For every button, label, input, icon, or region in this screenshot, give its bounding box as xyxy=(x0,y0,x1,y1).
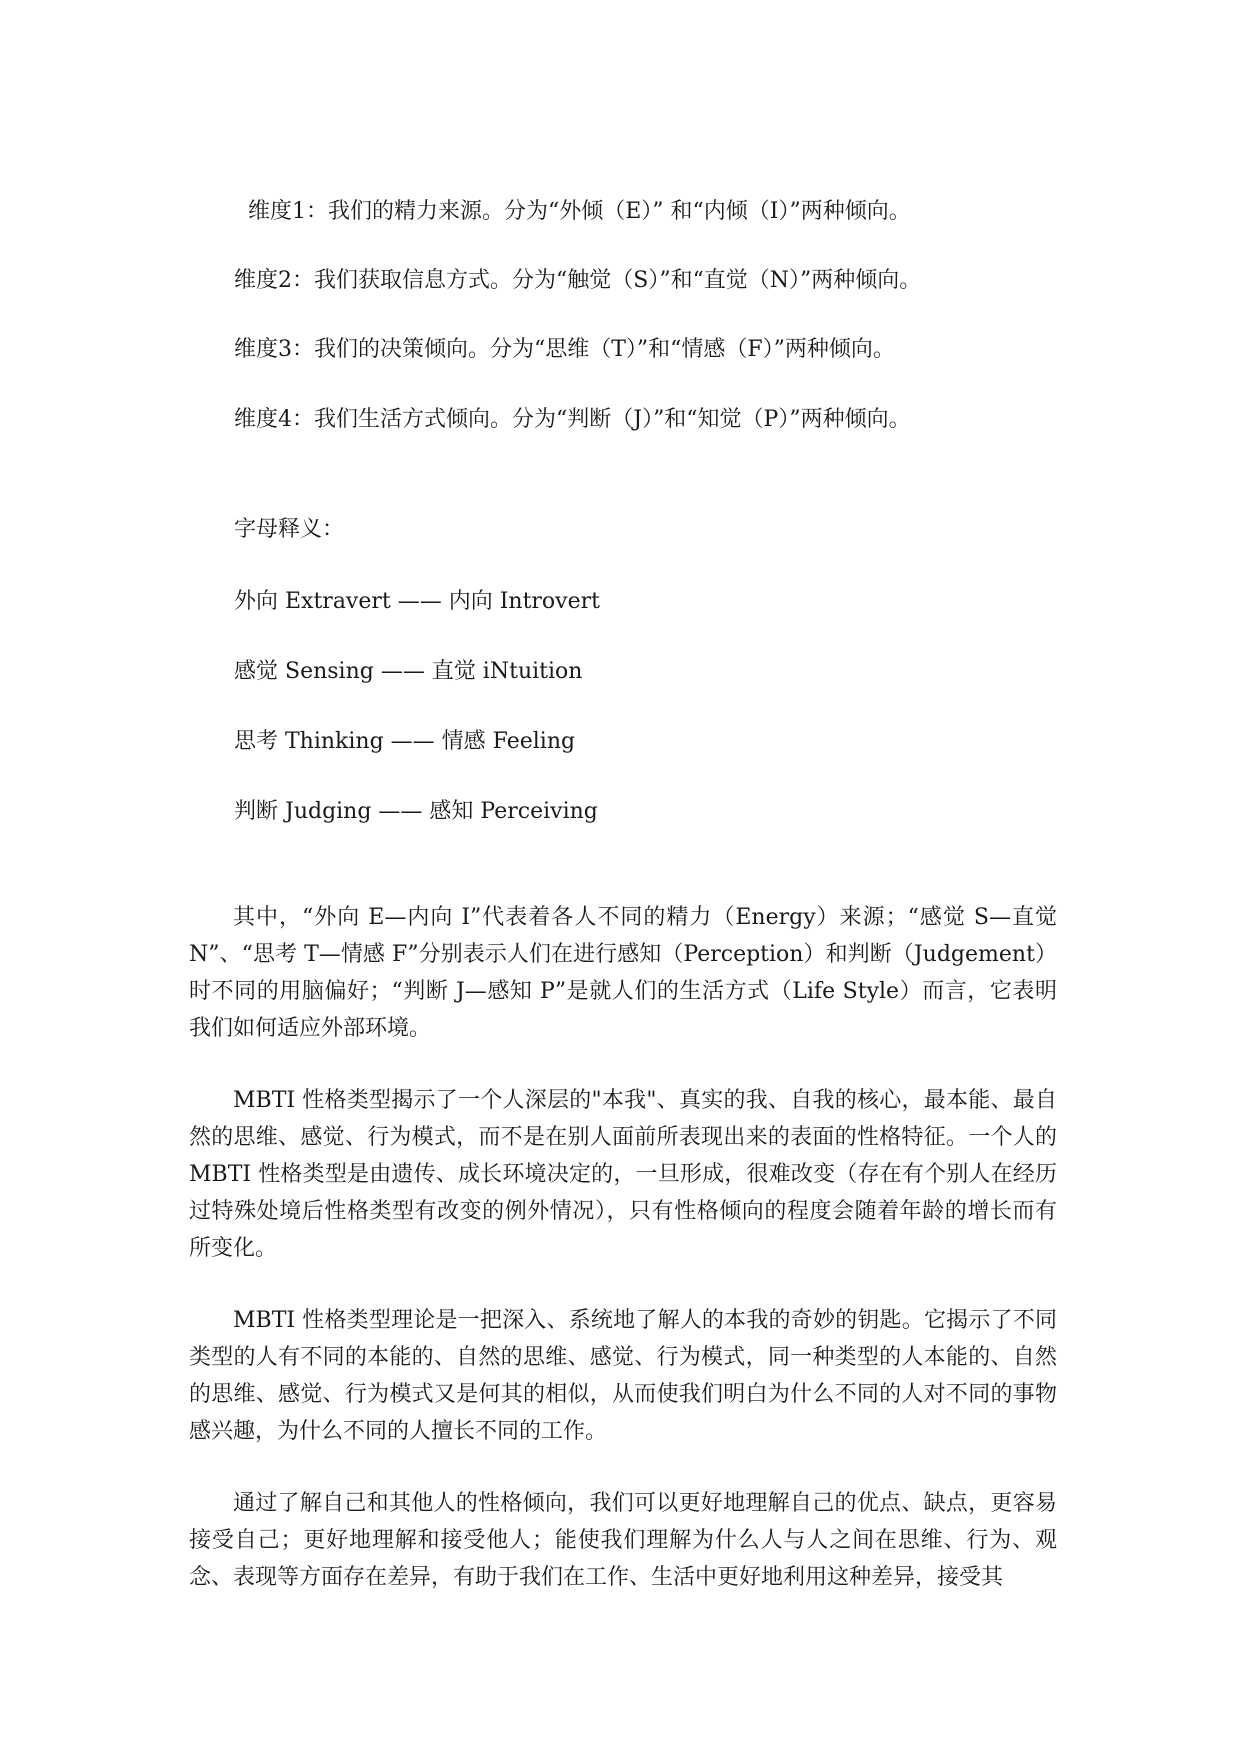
letter-pair-jp: 判断 Judging —— 感知 Perceiving xyxy=(234,799,598,824)
dimension-line-4: 维度4：我们生活方式倾向。分为“判断（J）”和“知觉（P）”两种倾向。 xyxy=(234,407,911,432)
letter-pair-ei: 外向 Extravert —— 内向 Introvert xyxy=(234,589,600,614)
paragraph-understanding: 通过了解自己和其他人的性格倾向，我们可以更好地理解自己的优点、缺点，更容易接受自己；更好地理解和接受他人；能使我们理解为什么人与人之间在思维、行为、观念、表现等方面存在差异，有助于我们在工作、生活中更好地利用这种差异，接受其 xyxy=(189,1491,1057,1590)
dimension-line-1: 维度1：我们的精力来源。分为“外倾（E）” 和“内倾（I）”两种倾向。 xyxy=(248,199,911,224)
paragraph-preferences: 其中，“外向 E—内向 I”代表着各人不同的精力（Energy）来源；“感觉 S—直觉 N”、“思考 T—情感 F”分别表示人们在进行感知（Perception）和判断（Judgement）时不同的用脑偏好；“判断 J—感知 P”是就人们的生活方式（Life Style）而言，它表明我们如何适应外部环境。 xyxy=(189,905,1057,1041)
letters-heading: 字母释义： xyxy=(234,517,345,542)
dimension-line-2: 维度2：我们获取信息方式。分为“触觉（S）”和“直觉（N）”两种倾向。 xyxy=(234,268,922,293)
paragraph-mbti-self: MBTI 性格类型揭示了一个人深层的"本我"、真实的我、自我的核心，最本能、最自然的思维、感觉、行为模式，而不是在别人面前所表现出来的表面的性格特征。一个人的 MBTI 性格类型是由遗传、成长环境决定的，一旦形成，很难改变（存在有个别人在经历过特殊处境后性格类型有改变的例外情况），只有性格倾向的程度会随着年龄的增长而有所变化。 xyxy=(189,1088,1057,1261)
letter-pair-sn: 感觉 Sensing —— 直觉 iNtuition xyxy=(234,659,583,684)
letter-pair-tf: 思考 Thinking —— 情感 Feeling xyxy=(234,729,576,754)
dimension-line-3: 维度3：我们的决策倾向。分为“思维（T）”和“情感（F）”两种倾向。 xyxy=(234,337,895,362)
paragraph-mbti-theory: MBTI 性格类型理论是一把深入、系统地了解人的本我的奇妙的钥匙。它揭示了不同类型的人有不同的本能的、自然的思维、感觉、行为模式，同一种类型的人本能的、自然的思维、感觉、行为模式又是何其的相似，从而使我们明白为什么不同的人对不同的事物感兴趣，为什么不同的人擅长不同的工作。 xyxy=(189,1308,1057,1444)
